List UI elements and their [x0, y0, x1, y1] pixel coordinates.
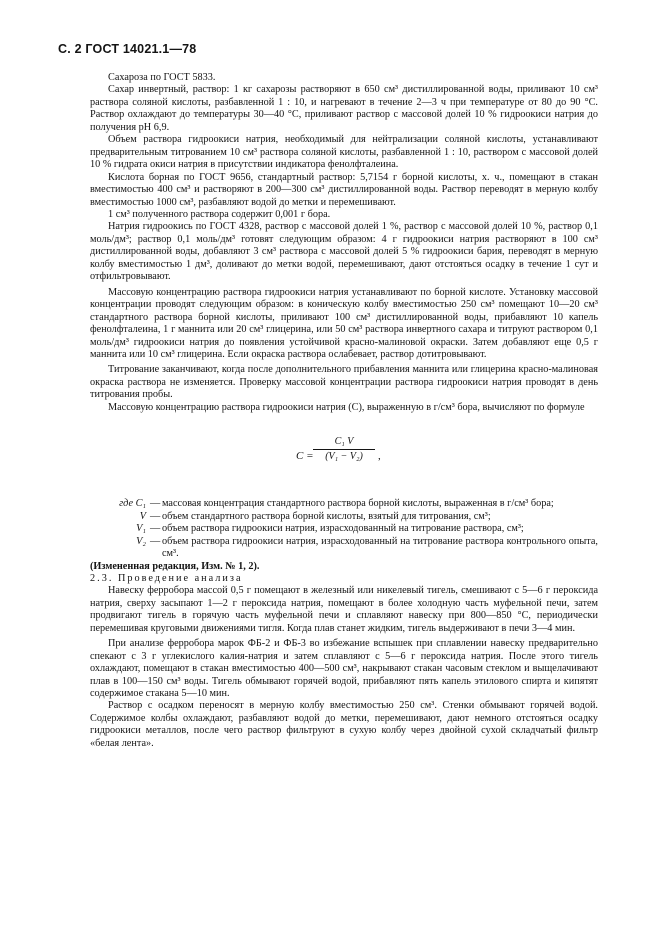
- where-symbol: V₁: [136, 523, 146, 535]
- formula-numerator: C₁ V: [334, 436, 354, 448]
- fraction-bar: [313, 449, 375, 450]
- dash: —: [150, 523, 161, 535]
- dash: —: [150, 510, 161, 522]
- where-symbol: V₂: [136, 535, 146, 547]
- where-definition: массовая концентрация стандартного раствора борной кислоты, выраженная в г/см³ бора;: [162, 498, 554, 510]
- revision-note: (Измененная редакция, Изм. № 1, 2).: [90, 560, 260, 572]
- paragraph: Сахар инвертный, раствор: 1 кг сахарозы растворяют в 650 см³ дистиллированной воды, приливают 10 см³ раствора соляной кислоты, разбавленной 1 : 10, и нагревают в течение 2—3 ч при температуре от 80 до 90 °С. Раствор охлаждают до температуры 30—40 °С, приливают раствор с массовой долей 10 % гидроокиси натрия до получения pH 6,9.: [90, 84, 598, 133]
- paragraph: Кислота борная по ГОСТ 9656, стандартный раствор: 5,7154 г борной кислоты, х. ч., помещают в стакан вместимостью 400 см³ и растворяют в 200—300 см³ дистиллированной воды. Раствор переводят в мерную колбу вместимостью 1000 см³, разбавляют водой до метки и перемешивают.: [90, 171, 598, 208]
- where-symbol: где C₁: [119, 498, 146, 510]
- where-definition: объем стандартного раствора борной кислоты, взятый для титрования, см³;: [162, 510, 491, 522]
- where-definition: объем раствора гидроокиси натрия, израсходованный на титрование раствора, см³;: [162, 523, 524, 535]
- where-item: [90, 536, 598, 561]
- dash: —: [150, 498, 161, 510]
- paragraph: Массовую концентрацию раствора гидроокиси натрия устанавливают по борной кислоте. Установку массовой концентрации проводят следующим образом: в коническую колбу вместимостью 250 см³ помещают 10—20 см³ стандартного раствора борной кислоты, приливают 100 см³ дистиллированной воды, прибавляют 10 капель фенолфталеина, 1 г маннита или 20 см³ глицерина, или 50 см³ раствора инвертного сахара и титруют раствором 0,1 моль/дм³ гидроокиси натрия до появления устойчивой красно-малиновой окраски. Затем добавляют еще 0,5 г маннита или 10 см³ глицерина. Если окраска раствора ослабевает, раствор дотитровывают.: [90, 286, 598, 360]
- where-item: [90, 498, 598, 510]
- paragraph: 1 см³ полученного раствора содержит 0,001 г бора.: [108, 208, 331, 220]
- formula-fraction: [313, 436, 375, 463]
- where-list: [90, 498, 598, 560]
- formula: [90, 436, 598, 476]
- formula-lhs: C =: [296, 450, 314, 463]
- formula-tail: ,: [378, 450, 381, 463]
- document-body: [90, 72, 598, 750]
- where-item: [90, 523, 598, 535]
- paragraph: Титрование заканчивают, когда после дополнительного прибавления маннита или глицерина красно-малиновая окраска раствора не изменяется. Проверку массовой концентрации раствора гидроокиси натрия проводят в день титрования пробы.: [90, 364, 598, 401]
- paragraph: Раствор с осадком переносят в мерную колбу вместимостью 250 см³. Стенки обмывают горячей водой. Содержимое колбы охлаждают, разбавляют водой до метки, перемешивают, дают немного отстояться осадку гидроокиси металлов, после чего раствор фильтруют в сухую колбу через двойной сухой складчатый фильтр «белая лента».: [90, 700, 598, 749]
- where-symbol: V: [139, 510, 146, 522]
- dash: —: [150, 535, 161, 547]
- section-heading: 2.3. Проведение анализа: [90, 572, 243, 584]
- paragraph: При анализе ферробора марок ФБ-2 и ФБ-3 во избежание вспышек при сплавлении навеску предварительно спекают с 3 г углекислого калия-натрия и затем сплавляют с 5—6 г пероксида натрия. После этого тигель охлаждают, помещают в стакан вместимостью 400—500 см³, накрывают стакан часовым стеклом и выщелачивают плав в 100—150 см³ воды. Тигель обмывают горячей водой, прибавляют пять капель этилового спирта и кипятят содержимое стакана 5—10 мин.: [90, 638, 598, 700]
- page-header: С. 2 ГОСТ 14021.1—78: [58, 42, 197, 56]
- formula-denominator: (V₁ − V₂): [325, 451, 363, 463]
- where-definition: объем раствора гидроокиси натрия, израсходованный на титрование раствора контрольного опыта, см³.: [162, 535, 598, 560]
- paragraph: Навеску ферробора массой 0,5 г помещают в железный или никелевый тигель, смешивают с 5—6 г пероксида натрия, сверху засыпают 1—2 г пероксида натрия, помещают в более холодную часть муфельной печи, затем продвигают тигель в горячую часть муфельной печи и сплавляют навеску при 800—850 °С, периодически перемешивая круговыми движениями тигля. Когда плав станет жидким, тигель выдерживают в печи 3—4 мин.: [90, 585, 598, 634]
- paragraph: Сахароза по ГОСТ 5833.: [108, 72, 216, 83]
- where-item: [90, 511, 598, 523]
- paragraph: Объем раствора гидроокиси натрия, необходимый для нейтрализации соляной кислоты, устанавливают предварительным титрованием 10 см³ раствора соляной кислоты, разбавленной 1 : 10, раствором с массовой долей 10 % гидрата окиси натрия в присутствии индикатора фенолфталеина.: [90, 134, 598, 171]
- paragraph: Массовую концентрацию раствора гидроокиси натрия (С), выраженную в г/см³ бора, вычисляют по формуле: [108, 401, 585, 413]
- paragraph: Натрия гидроокись по ГОСТ 4328, раствор с массовой долей 1 %, раствор с массовой долей 10 %, раствор 0,1 моль/дм³; раствор 0,1 моль/дм³ готовят следующим образом: 4 г гидроокиси натрия растворяют в 100 см³ дистиллированной воды, добавляют 3 см³ раствора с массовой долей 5 % гидроокиси бария, переводят в мерную колбу вместимостью 1 дм³, доливают до метки водой, перемешивают, дают отстояться осадку в течение 1 сут и отфильтровывают.: [90, 221, 598, 283]
